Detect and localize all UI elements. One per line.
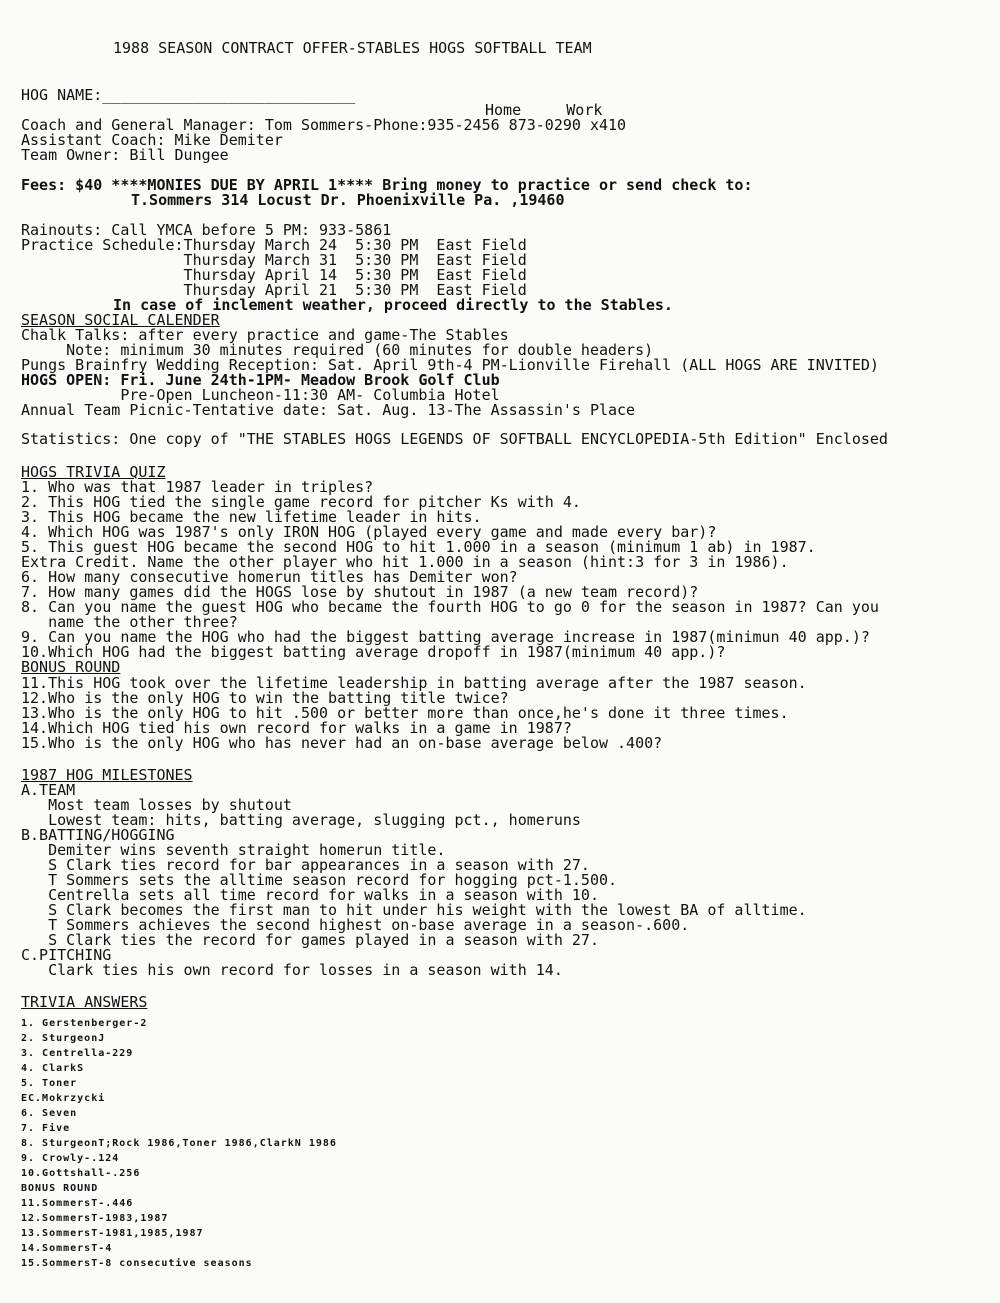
bonus-question: 13.Who is the only HOG to hit .500 or better more than once,he's done it three times. xyxy=(21,704,789,722)
answer-line: 15.SommersT-8 consecutive seasons xyxy=(21,1258,253,1269)
answer-line: 8. SturgeonT;Rock 1986,Toner 1986,ClarkN 1986 xyxy=(21,1138,337,1149)
phone-labels: Home Work xyxy=(485,101,603,119)
answer-line: 2. SturgeonJ xyxy=(21,1033,106,1044)
milestone-line: B.BATTING/HOGGING xyxy=(21,826,175,844)
answer-line: 9. Crowly-.124 xyxy=(21,1153,120,1164)
milestone-line: S Clark ties the record for games played in a season with 27. xyxy=(21,931,599,949)
hogs-open-line: HOGS OPEN: Fri. June 24th-1PM- Meadow Brook Golf Club xyxy=(21,371,500,389)
answer-line: 11.SommersT-.446 xyxy=(21,1198,134,1209)
answer-line: 6. Seven xyxy=(21,1108,78,1119)
milestone-line: T Sommers sets the alltime season record for hogging pct-1.500. xyxy=(21,871,618,889)
document-title: 1988 SEASON CONTRACT OFFER-STABLES HOGS SOFTBALL TEAM xyxy=(113,39,592,57)
trivia-question: 5. This guest HOG became the second HOG to hit 1.000 in a season (minimum 1 ab) in 1987. xyxy=(21,538,816,556)
milestone-line: C.PITCHING xyxy=(21,946,112,964)
fees-address: T.Sommers 314 Locust Dr. Phoenixville Pa. ,19460 xyxy=(131,191,565,209)
trivia-question: 2. This HOG tied the single game record for pitcher Ks with 4. xyxy=(21,493,581,511)
trivia-question: 8. Can you name the guest HOG who became the fourth HOG to go 0 for the season in 1987? Can you xyxy=(21,598,879,616)
answer-line: 1. Gerstenberger-2 xyxy=(21,1018,148,1029)
answer-line: 5. Toner xyxy=(21,1078,78,1089)
milestone-line: Most team losses by shutout xyxy=(21,796,292,814)
answer-line: 13.SommersT-1981,1985,1987 xyxy=(21,1228,204,1239)
trivia-question: 9. Can you name the HOG who had the biggest batting average increase in 1987(minimun 40 app.)? xyxy=(21,628,870,646)
milestones-heading: 1987 HOG MILESTONES xyxy=(21,766,193,784)
bonus-question: 11.This HOG took over the lifetime leadership in batting average after the 1987 season. xyxy=(21,674,807,692)
practice-line: Thursday April 14 5:30 PM East Field xyxy=(21,266,527,284)
trivia-question: 10.Which HOG had the biggest batting average dropoff in 1987(minimum 40 app.)? xyxy=(21,643,726,661)
milestone-line: Lowest team: hits, batting average, slugging pct., homeruns xyxy=(21,811,581,829)
statistics-line: Statistics: One copy of "THE STABLES HOGS LEGENDS OF SOFTBALL ENCYCLOPEDIA-5th Edition" Enclosed xyxy=(21,430,888,448)
answer-line: 12.SommersT-1983,1987 xyxy=(21,1213,169,1224)
trivia-heading: HOGS TRIVIA QUIZ xyxy=(21,463,166,481)
team-owner-line: Team Owner: Bill Dungee xyxy=(21,146,229,164)
answer-line: 7. Five xyxy=(21,1123,71,1134)
milestone-line: Centrella sets all time record for walks in a season with 10. xyxy=(21,886,599,904)
milestone-line: S Clark ties record for bar appearances in a season with 27. xyxy=(21,856,590,874)
milestone-line: A.TEAM xyxy=(21,781,76,799)
social-line: Pungs Brainfry Wedding Reception: Sat. April 9th-4 PM-Lionville Firehall (ALL HOGS ARE INVITED) xyxy=(21,356,879,374)
answers-heading: TRIVIA ANSWERS xyxy=(21,993,148,1011)
milestone-line: Clark ties his own record for losses in a season with 14. xyxy=(21,961,563,979)
trivia-question: 7. How many games did the HOGS lose by shutout in 1987 (a new team record)? xyxy=(21,583,699,601)
answer-line: 3. Centrella-229 xyxy=(21,1048,134,1059)
milestone-line: Demiter wins seventh straight homerun title. xyxy=(21,841,446,859)
coach-line: Coach and General Manager: Tom Sommers-Phone:935-2456 873-0290 x410 xyxy=(21,116,627,134)
social-line: Pre-Open Luncheon-11:30 AM- Columbia Hotel xyxy=(21,386,500,404)
milestone-line: T Sommers achieves the second highest on-base average in a season-.600. xyxy=(21,916,690,934)
weather-note: In case of inclement weather, proceed directly to the Stables. xyxy=(113,296,673,314)
milestone-line: S Clark becomes the first man to hit under his weight with the lowest BA of alltime. xyxy=(21,901,807,919)
fees-line: Fees: $40 ****MONIES DUE BY APRIL 1**** Bring money to practice or send check to: xyxy=(21,176,753,194)
trivia-question: 1. Who was that 1987 leader in triples? xyxy=(21,478,374,496)
answer-line: 14.SommersT-4 xyxy=(21,1243,113,1254)
answer-line: 10.Gottshall-.256 xyxy=(21,1168,141,1179)
trivia-question: 4. Which HOG was 1987's only IRON HOG (played every game and made every bar)? xyxy=(21,523,717,541)
trivia-question: 3. This HOG became the new lifetime leader in hits. xyxy=(21,508,482,526)
practice-line: Thursday March 31 5:30 PM East Field xyxy=(21,251,527,269)
practice-line: Thursday April 21 5:30 PM East Field xyxy=(21,281,527,299)
assistant-coach-line: Assistant Coach: Mike Demiter xyxy=(21,131,283,149)
bonus-question: 12.Who is the only HOG to win the batting title twice? xyxy=(21,689,509,707)
answer-line: BONUS ROUND xyxy=(21,1183,99,1194)
bonus-question: 14.Which HOG tied his own record for walks in a game in 1987? xyxy=(21,719,572,737)
social-line: Note: minimum 30 minutes required (60 minutes for double headers) xyxy=(21,341,654,359)
social-line: Annual Team Picnic-Tentative date: Sat. Aug. 13-The Assassin's Place xyxy=(21,401,636,419)
bonus-round-heading: BONUS ROUND xyxy=(21,658,121,676)
bonus-question: 15.Who is the only HOG who has never had an on-base average below .400? xyxy=(21,734,663,752)
practice-line: Practice Schedule:Thursday March 24 5:30 PM East Field xyxy=(21,236,527,254)
rainouts-line: Rainouts: Call YMCA before 5 PM: 933-5861 xyxy=(21,221,392,239)
trivia-question: Extra Credit. Name the other player who hit 1.000 in a season (hint:3 for 3 in 1986). xyxy=(21,553,789,571)
social-line: Chalk Talks: after every practice and game-The Stables xyxy=(21,326,509,344)
hog-name-field: HOG NAME:____________________________ xyxy=(21,86,356,104)
social-calendar-heading: SEASON SOCIAL CALENDER xyxy=(21,311,220,329)
answer-line: 4. ClarkS xyxy=(21,1063,85,1074)
trivia-question: 6. How many consecutive homerun titles has Demiter won? xyxy=(21,568,518,586)
trivia-question: name the other three? xyxy=(21,613,238,631)
answer-line: EC.Mokrzycki xyxy=(21,1093,106,1104)
